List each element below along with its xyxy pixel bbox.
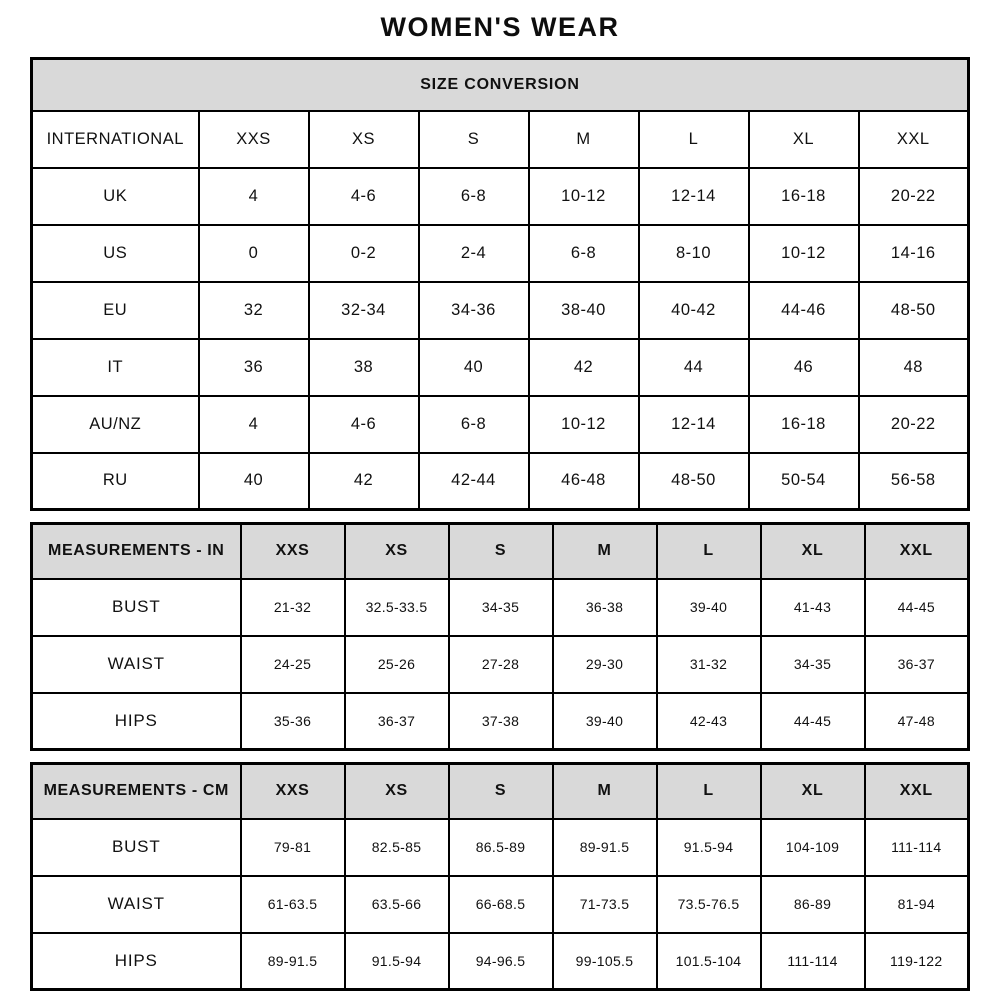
header-size-cell: S	[449, 524, 553, 579]
row-label: WAIST	[32, 636, 241, 693]
value-cell: 104-109	[761, 819, 865, 876]
value-cell: 38-40	[529, 282, 639, 339]
value-cell: 32-34	[309, 282, 419, 339]
value-cell: 44-45	[865, 579, 969, 636]
page-title: WOMEN'S WEAR	[380, 12, 620, 42]
measurements-cm-table	[30, 762, 970, 991]
row-label: RU	[32, 453, 199, 510]
header-label-cell: MEASUREMENTS - CM	[32, 764, 241, 819]
header-size-cell: XL	[749, 111, 859, 168]
header-size-cell: M	[529, 111, 639, 168]
header-size-cell: XXL	[865, 524, 969, 579]
value-cell: 44-45	[761, 693, 865, 750]
value-cell: 111-114	[865, 819, 969, 876]
header-size-cell: S	[419, 111, 529, 168]
value-cell: 42-44	[419, 453, 529, 510]
value-cell: 6-8	[419, 396, 529, 453]
value-cell: 91.5-94	[345, 933, 449, 990]
value-cell: 81-94	[865, 876, 969, 933]
table-header-row	[32, 524, 969, 579]
value-cell: 34-36	[419, 282, 529, 339]
value-cell: 4-6	[309, 168, 419, 225]
value-cell: 0	[199, 225, 309, 282]
value-cell: 36-38	[553, 579, 657, 636]
measurements-in-table	[30, 522, 970, 751]
value-cell: 10-12	[749, 225, 859, 282]
value-cell: 32	[199, 282, 309, 339]
header-label-cell: INTERNATIONAL	[32, 111, 199, 168]
value-cell: 39-40	[553, 693, 657, 750]
value-cell: 111-114	[761, 933, 865, 990]
value-cell: 71-73.5	[553, 876, 657, 933]
value-cell: 66-68.5	[449, 876, 553, 933]
value-cell: 46	[749, 339, 859, 396]
value-cell: 91.5-94	[657, 819, 761, 876]
value-cell: 10-12	[529, 396, 639, 453]
value-cell: 24-25	[241, 636, 345, 693]
value-cell: 25-26	[345, 636, 449, 693]
value-cell: 10-12	[529, 168, 639, 225]
value-cell: 32.5-33.5	[345, 579, 449, 636]
table-title: SIZE CONVERSION	[32, 59, 969, 111]
value-cell: 6-8	[419, 168, 529, 225]
value-cell: 41-43	[761, 579, 865, 636]
value-cell: 36	[199, 339, 309, 396]
value-cell: 94-96.5	[449, 933, 553, 990]
value-cell: 56-58	[859, 453, 969, 510]
value-cell: 27-28	[449, 636, 553, 693]
row-label: HIPS	[32, 693, 241, 750]
value-cell: 21-32	[241, 579, 345, 636]
table-row	[32, 453, 969, 510]
value-cell: 31-32	[657, 636, 761, 693]
value-cell: 37-38	[449, 693, 553, 750]
value-cell: 86.5-89	[449, 819, 553, 876]
value-cell: 101.5-104	[657, 933, 761, 990]
value-cell: 2-4	[419, 225, 529, 282]
value-cell: 42-43	[657, 693, 761, 750]
value-cell: 14-16	[859, 225, 969, 282]
value-cell: 29-30	[553, 636, 657, 693]
value-cell: 20-22	[859, 396, 969, 453]
value-cell: 40-42	[639, 282, 749, 339]
row-label: BUST	[32, 819, 241, 876]
value-cell: 4	[199, 396, 309, 453]
value-cell: 44-46	[749, 282, 859, 339]
value-cell: 4-6	[309, 396, 419, 453]
value-cell: 42	[529, 339, 639, 396]
row-label: AU/NZ	[32, 396, 199, 453]
table-row	[32, 933, 969, 990]
value-cell: 6-8	[529, 225, 639, 282]
table-row	[32, 339, 969, 396]
table-row	[32, 819, 969, 876]
header-size-cell: XXL	[865, 764, 969, 819]
value-cell: 38	[309, 339, 419, 396]
value-cell: 89-91.5	[553, 819, 657, 876]
header-size-cell: XXS	[199, 111, 309, 168]
header-size-cell: XXS	[241, 524, 345, 579]
value-cell: 40	[199, 453, 309, 510]
value-cell: 63.5-66	[345, 876, 449, 933]
header-size-cell: L	[639, 111, 749, 168]
header-size-cell: XXL	[859, 111, 969, 168]
header-size-cell: XL	[761, 764, 865, 819]
row-label: EU	[32, 282, 199, 339]
value-cell: 0-2	[309, 225, 419, 282]
table-row	[32, 168, 969, 225]
table-row	[32, 396, 969, 453]
value-cell: 99-105.5	[553, 933, 657, 990]
value-cell: 12-14	[639, 168, 749, 225]
value-cell: 73.5-76.5	[657, 876, 761, 933]
header-size-cell: XS	[345, 764, 449, 819]
row-label: UK	[32, 168, 199, 225]
value-cell: 34-35	[761, 636, 865, 693]
header-size-cell: XS	[345, 524, 449, 579]
header-size-cell: L	[657, 764, 761, 819]
value-cell: 119-122	[865, 933, 969, 990]
value-cell: 46-48	[529, 453, 639, 510]
value-cell: 42	[309, 453, 419, 510]
table-row	[32, 636, 969, 693]
value-cell: 89-91.5	[241, 933, 345, 990]
value-cell: 79-81	[241, 819, 345, 876]
value-cell: 61-63.5	[241, 876, 345, 933]
value-cell: 50-54	[749, 453, 859, 510]
value-cell: 82.5-85	[345, 819, 449, 876]
value-cell: 16-18	[749, 396, 859, 453]
value-cell: 36-37	[865, 636, 969, 693]
value-cell: 39-40	[657, 579, 761, 636]
value-cell: 4	[199, 168, 309, 225]
value-cell: 48-50	[639, 453, 749, 510]
value-cell: 35-36	[241, 693, 345, 750]
row-label: WAIST	[32, 876, 241, 933]
header-size-cell: M	[553, 764, 657, 819]
value-cell: 8-10	[639, 225, 749, 282]
row-label: US	[32, 225, 199, 282]
value-cell: 40	[419, 339, 529, 396]
header-size-cell: M	[553, 524, 657, 579]
header-size-cell: XXS	[241, 764, 345, 819]
value-cell: 86-89	[761, 876, 865, 933]
value-cell: 16-18	[749, 168, 859, 225]
header-size-cell: XL	[761, 524, 865, 579]
table-row	[32, 876, 969, 933]
header-label-cell: MEASUREMENTS - IN	[32, 524, 241, 579]
header-size-cell: S	[449, 764, 553, 819]
table-row	[32, 225, 969, 282]
value-cell: 20-22	[859, 168, 969, 225]
value-cell: 12-14	[639, 396, 749, 453]
table-row	[32, 579, 969, 636]
table-header-row	[32, 764, 969, 819]
table-row	[32, 282, 969, 339]
value-cell: 48-50	[859, 282, 969, 339]
row-label: IT	[32, 339, 199, 396]
table-row	[32, 693, 969, 750]
table-header-row	[32, 111, 969, 168]
value-cell: 44	[639, 339, 749, 396]
row-label: BUST	[32, 579, 241, 636]
value-cell: 47-48	[865, 693, 969, 750]
size-conversion-table	[30, 57, 970, 511]
header-size-cell: XS	[309, 111, 419, 168]
value-cell: 34-35	[449, 579, 553, 636]
row-label: HIPS	[32, 933, 241, 990]
value-cell: 48	[859, 339, 969, 396]
table-title-row	[32, 59, 969, 111]
header-size-cell: L	[657, 524, 761, 579]
value-cell: 36-37	[345, 693, 449, 750]
